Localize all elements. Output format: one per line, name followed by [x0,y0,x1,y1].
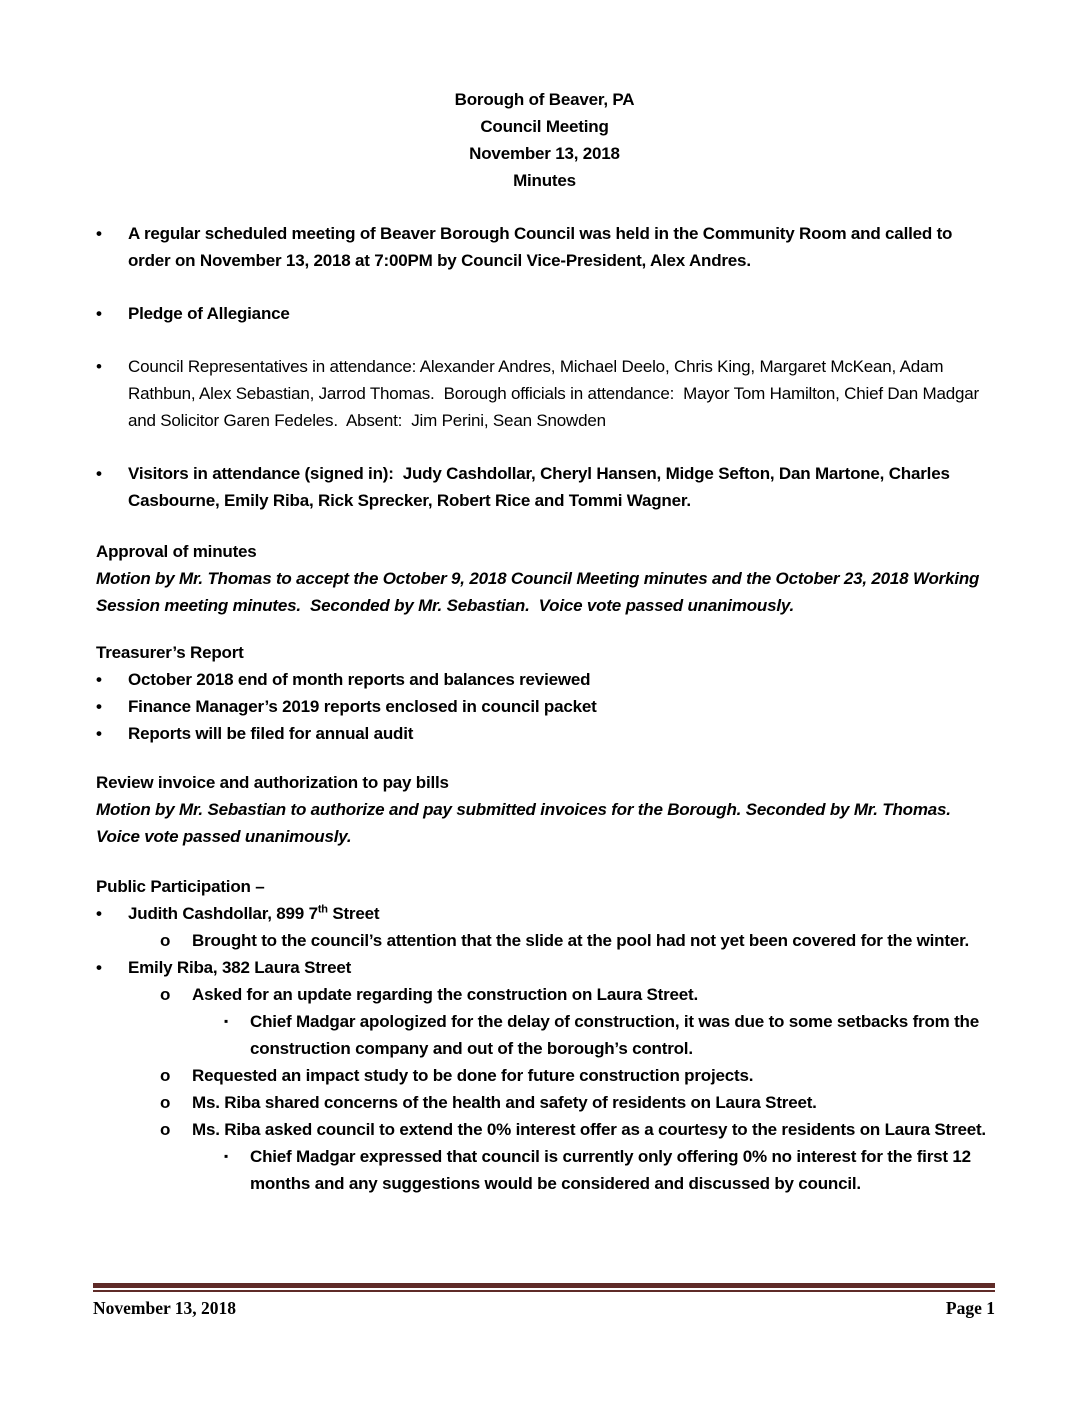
pool-slide-text: Brought to the council’s attention that the slide at the pool had not yet been covered for the winter. [192,931,970,950]
treasurers-report-heading: Treasurer’s Report [96,643,244,662]
page-footer [93,1283,995,1320]
treasurer-item-text: Reports will be filed for annual audit [128,724,414,743]
bullet-dot-icon: • [96,224,102,243]
impact-study-text: Requested an impact study to be done for future construction projects. [192,1066,754,1085]
sub-bullet-interest-offer [160,1116,993,1143]
treasurer-item-text: Finance Manager’s 2019 reports enclosed in council packet [128,697,597,716]
pledge-of-allegiance-text: Pledge of Allegiance [128,304,290,323]
council-representatives-text: Council Representatives in attendance: Alexander Andres, Michael Deelo, Chris King, Margaret McKean, Adam Rathbun, Alex Sebastian, Jarrod Thomas. Borough officials in attendance: Mayor Tom Hamilton, Chief Dan Madgar and Solicitor Garen Fedeles. Absent: Jim Perini, Sean Snowden [128,357,984,430]
bullet-judith-cashdollar [96,900,993,927]
bullet-square-icon: ▪ [224,1014,229,1028]
title-line-meeting: Council Meeting [480,117,609,136]
public-participation-heading: Public Participation – [96,877,265,896]
detail-bullet-chief-interest-response [224,1143,993,1197]
sub-bullet-pool-slide [160,927,993,954]
bullet-emily-riba [96,954,993,981]
bullet-dot-icon: • [96,724,102,743]
sub-bullet-health-safety [160,1089,993,1116]
sub-bullet-impact-study [160,1062,993,1089]
treasurer-item-text: October 2018 end of month reports and balances reviewed [128,670,591,689]
detail-bullet-chief-apology [224,1008,993,1062]
judith-name-post: Street [327,904,380,923]
interest-offer-text: Ms. Riba asked council to extend the 0% interest offer as a courtesy to the residents on Laura Street. [192,1120,986,1139]
bullet-circle-icon: o [160,931,171,950]
bullet-dot-icon: • [96,904,102,923]
title-line-org: Borough of Beaver, PA [454,90,635,109]
bullet-circle-icon: o [160,1120,171,1139]
review-invoice-heading: Review invoice and authorization to pay bills [96,773,449,792]
bullet-dot-icon: • [96,958,102,977]
judith-name-pre: Judith Cashdollar, 899 7 [128,904,318,923]
bullet-dot-icon: • [96,357,102,376]
bullet-dot-icon: • [96,697,102,716]
bullet-circle-icon: o [160,1066,171,1085]
title-line-date: November 13, 2018 [469,144,620,163]
chief-interest-response-text: Chief Madgar expressed that council is currently only offering 0% no interest for the first 12 months and any suggestions would be considered and discussed by council. [250,1147,976,1193]
bullet-visitors-in-attendance [96,460,993,514]
bullet-circle-icon: o [160,1093,171,1112]
sub-bullet-construction-update [160,981,993,1008]
bullet-dot-icon: • [96,464,102,483]
visitors-in-attendance-text: Visitors in attendance (signed in): Judy Cashdollar, Cheryl Hansen, Midge Sefton, Dan Martone, Charles Casbourne, Emily Riba, Rick Sprecker, Robert Rice and Tommi Wagner. [128,464,955,510]
footer-rule-thin [93,1290,995,1292]
emily-riba-name: Emily Riba, 382 Laura Street [128,958,352,977]
ordinal-superscript: th [317,903,328,916]
title-line-minutes: Minutes [513,171,576,190]
treasurer-item-row [96,666,993,693]
bullet-dot-icon: • [96,304,102,323]
approval-of-minutes-heading: Approval of minutes [96,542,257,561]
construction-update-text: Asked for an update regarding the construction on Laura Street. [192,985,698,1004]
bullet-meeting-called-to-order [96,220,993,274]
bullet-council-representatives [96,353,993,434]
bullet-square-icon: ▪ [224,1149,229,1163]
treasurer-item-row [96,693,993,720]
document-content [96,0,993,1197]
chief-apology-text: Chief Madgar apologized for the delay of construction, it was due to some setbacks from the construction company and out of the borough’s control. [250,1012,984,1058]
footer-date: November 13, 2018 [93,1298,237,1318]
meeting-called-to-order-text: A regular scheduled meeting of Beaver Borough Council was held in the Community Room and called to order on November 13, 2018 at 7:00PM by Council Vice-President, Alex Andres. [128,224,957,270]
footer-text-row [93,1296,995,1320]
health-safety-text: Ms. Riba shared concerns of the health and safety of residents on Laura Street. [192,1093,817,1112]
invoice-motion-text: Motion by Mr. Sebastian to authorize and pay submitted invoices for the Borough. Seconded by Mr. Thomas. Voice vote passed unanimously. [96,800,956,846]
bullet-dot-icon: • [96,670,102,689]
bullet-pledge-of-allegiance [96,300,993,327]
judith-cashdollar-name [128,900,993,927]
bullet-circle-icon: o [160,985,171,1004]
footer-page-number: Page 1 [945,1298,995,1318]
document-title-block [96,86,993,194]
approval-motion-text: Motion by Mr. Thomas to accept the October 9, 2018 Council Meeting minutes and the October 23, 2018 Working Session meeting minutes. Seconded by Mr. Sebastian. Voice vote passed unanimously. [96,569,984,615]
treasurer-item-row [96,720,993,747]
